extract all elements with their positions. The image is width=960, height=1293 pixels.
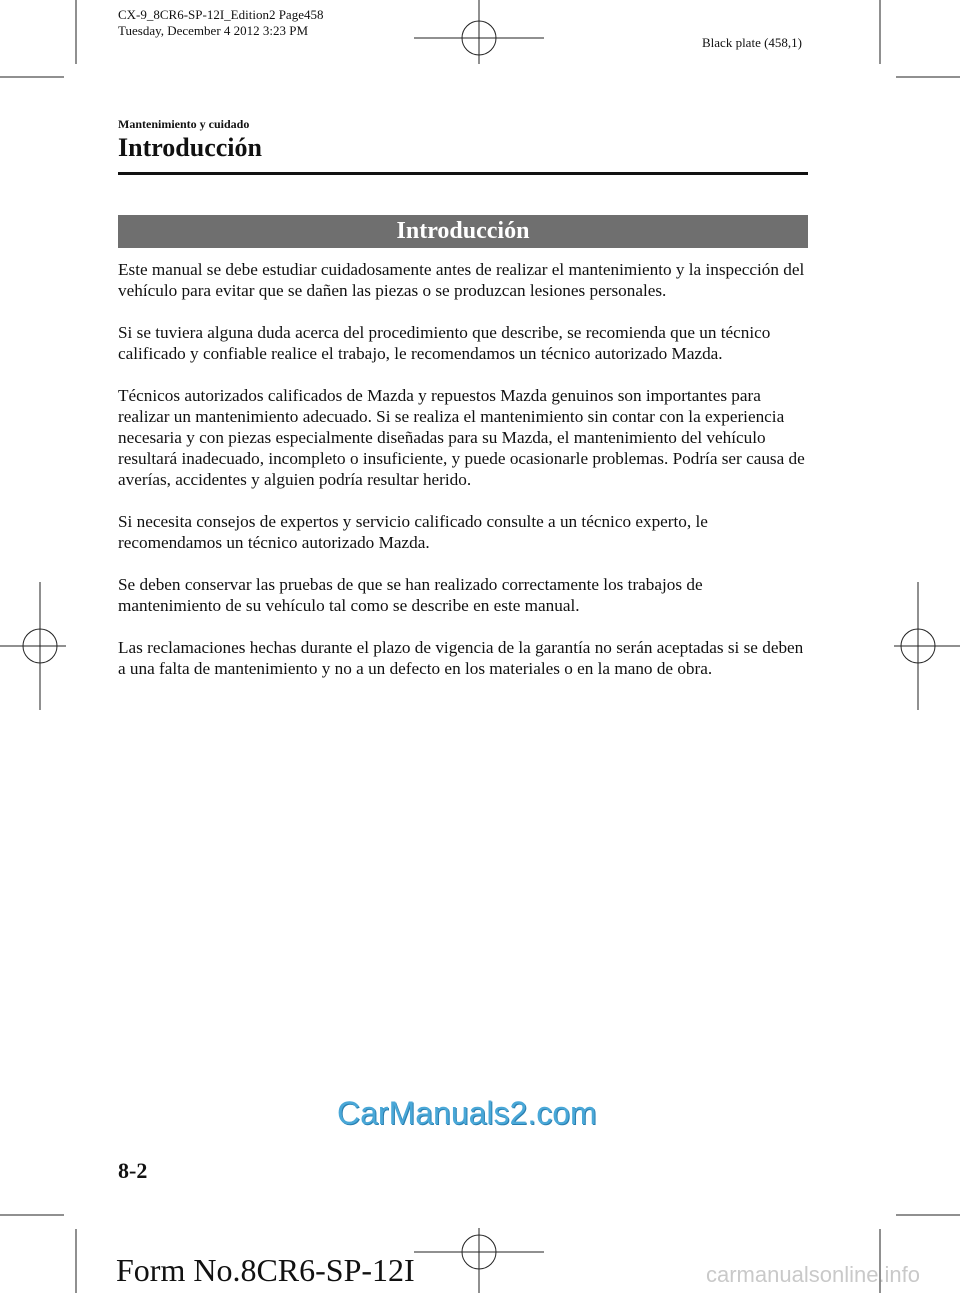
section-banner: Introducción [118,215,808,248]
title-rule [118,172,808,175]
print-timestamp: Tuesday, December 4 2012 3:23 PM [118,23,309,38]
print-file-info: CX-9_8CR6-SP-12I_Edition2 Page458 [118,7,324,22]
paragraph-3: Técnicos autorizados calificados de Mazda y repuestos Mazda genuinos son importantes para realizar un mantenimiento adecuado. Si se realiza el mantenimiento sin contar con la experiencia necesaria y con piezas especialmente diseñadas para su Mazda, el mantenimiento del vehículo resultará inadecuado, incompleto o insuficiente, y puede ocasionarle problemas. Podría ser causa de averías, accidentes y alguien podría resultar herido. [118,386,805,489]
page-number: 8-2 [118,1158,148,1183]
page-title: Introducción [118,133,262,162]
paragraph-6: Las reclamaciones hechas durante el plazo de vigencia de la garantía no serán aceptadas si se deben a una falta de mantenimiento y no a un defecto en los materiales o en la mano de obra. [118,638,804,678]
form-number: Form No.8CR6-SP-12I [116,1252,415,1288]
carmanuals-watermark: CarManuals2.com [337,1095,597,1131]
paragraph-2: Si se tuviera alguna duda acerca del procedimiento que describe, se recomienda que un técnico calificado y confiable realice el trabajo, le recomendamos un técnico autorizado Mazda. [118,323,771,363]
section-category: Mantenimiento y cuidado [118,117,250,131]
print-plate: Black plate (458,1) [702,35,802,50]
paragraph-1: Este manual se debe estudiar cuidadosamente antes de realizar el mantenimiento y la inspección del vehículo para evitar que se dañen las piezas o se produzcan lesiones personales. [118,260,805,300]
paragraph-5: Se deben conservar las pruebas de que se han realizado correctamente los trabajos de mantenimiento de su vehículo tal como se describe en este manual. [118,575,703,615]
paragraph-4: Si necesita consejos de expertos y servicio calificado consulte a un técnico experto, le recomendamos un técnico autorizado Mazda. [118,512,708,552]
site-watermark: carmanualsonline.info [706,1262,921,1287]
body-text [118,259,808,700]
